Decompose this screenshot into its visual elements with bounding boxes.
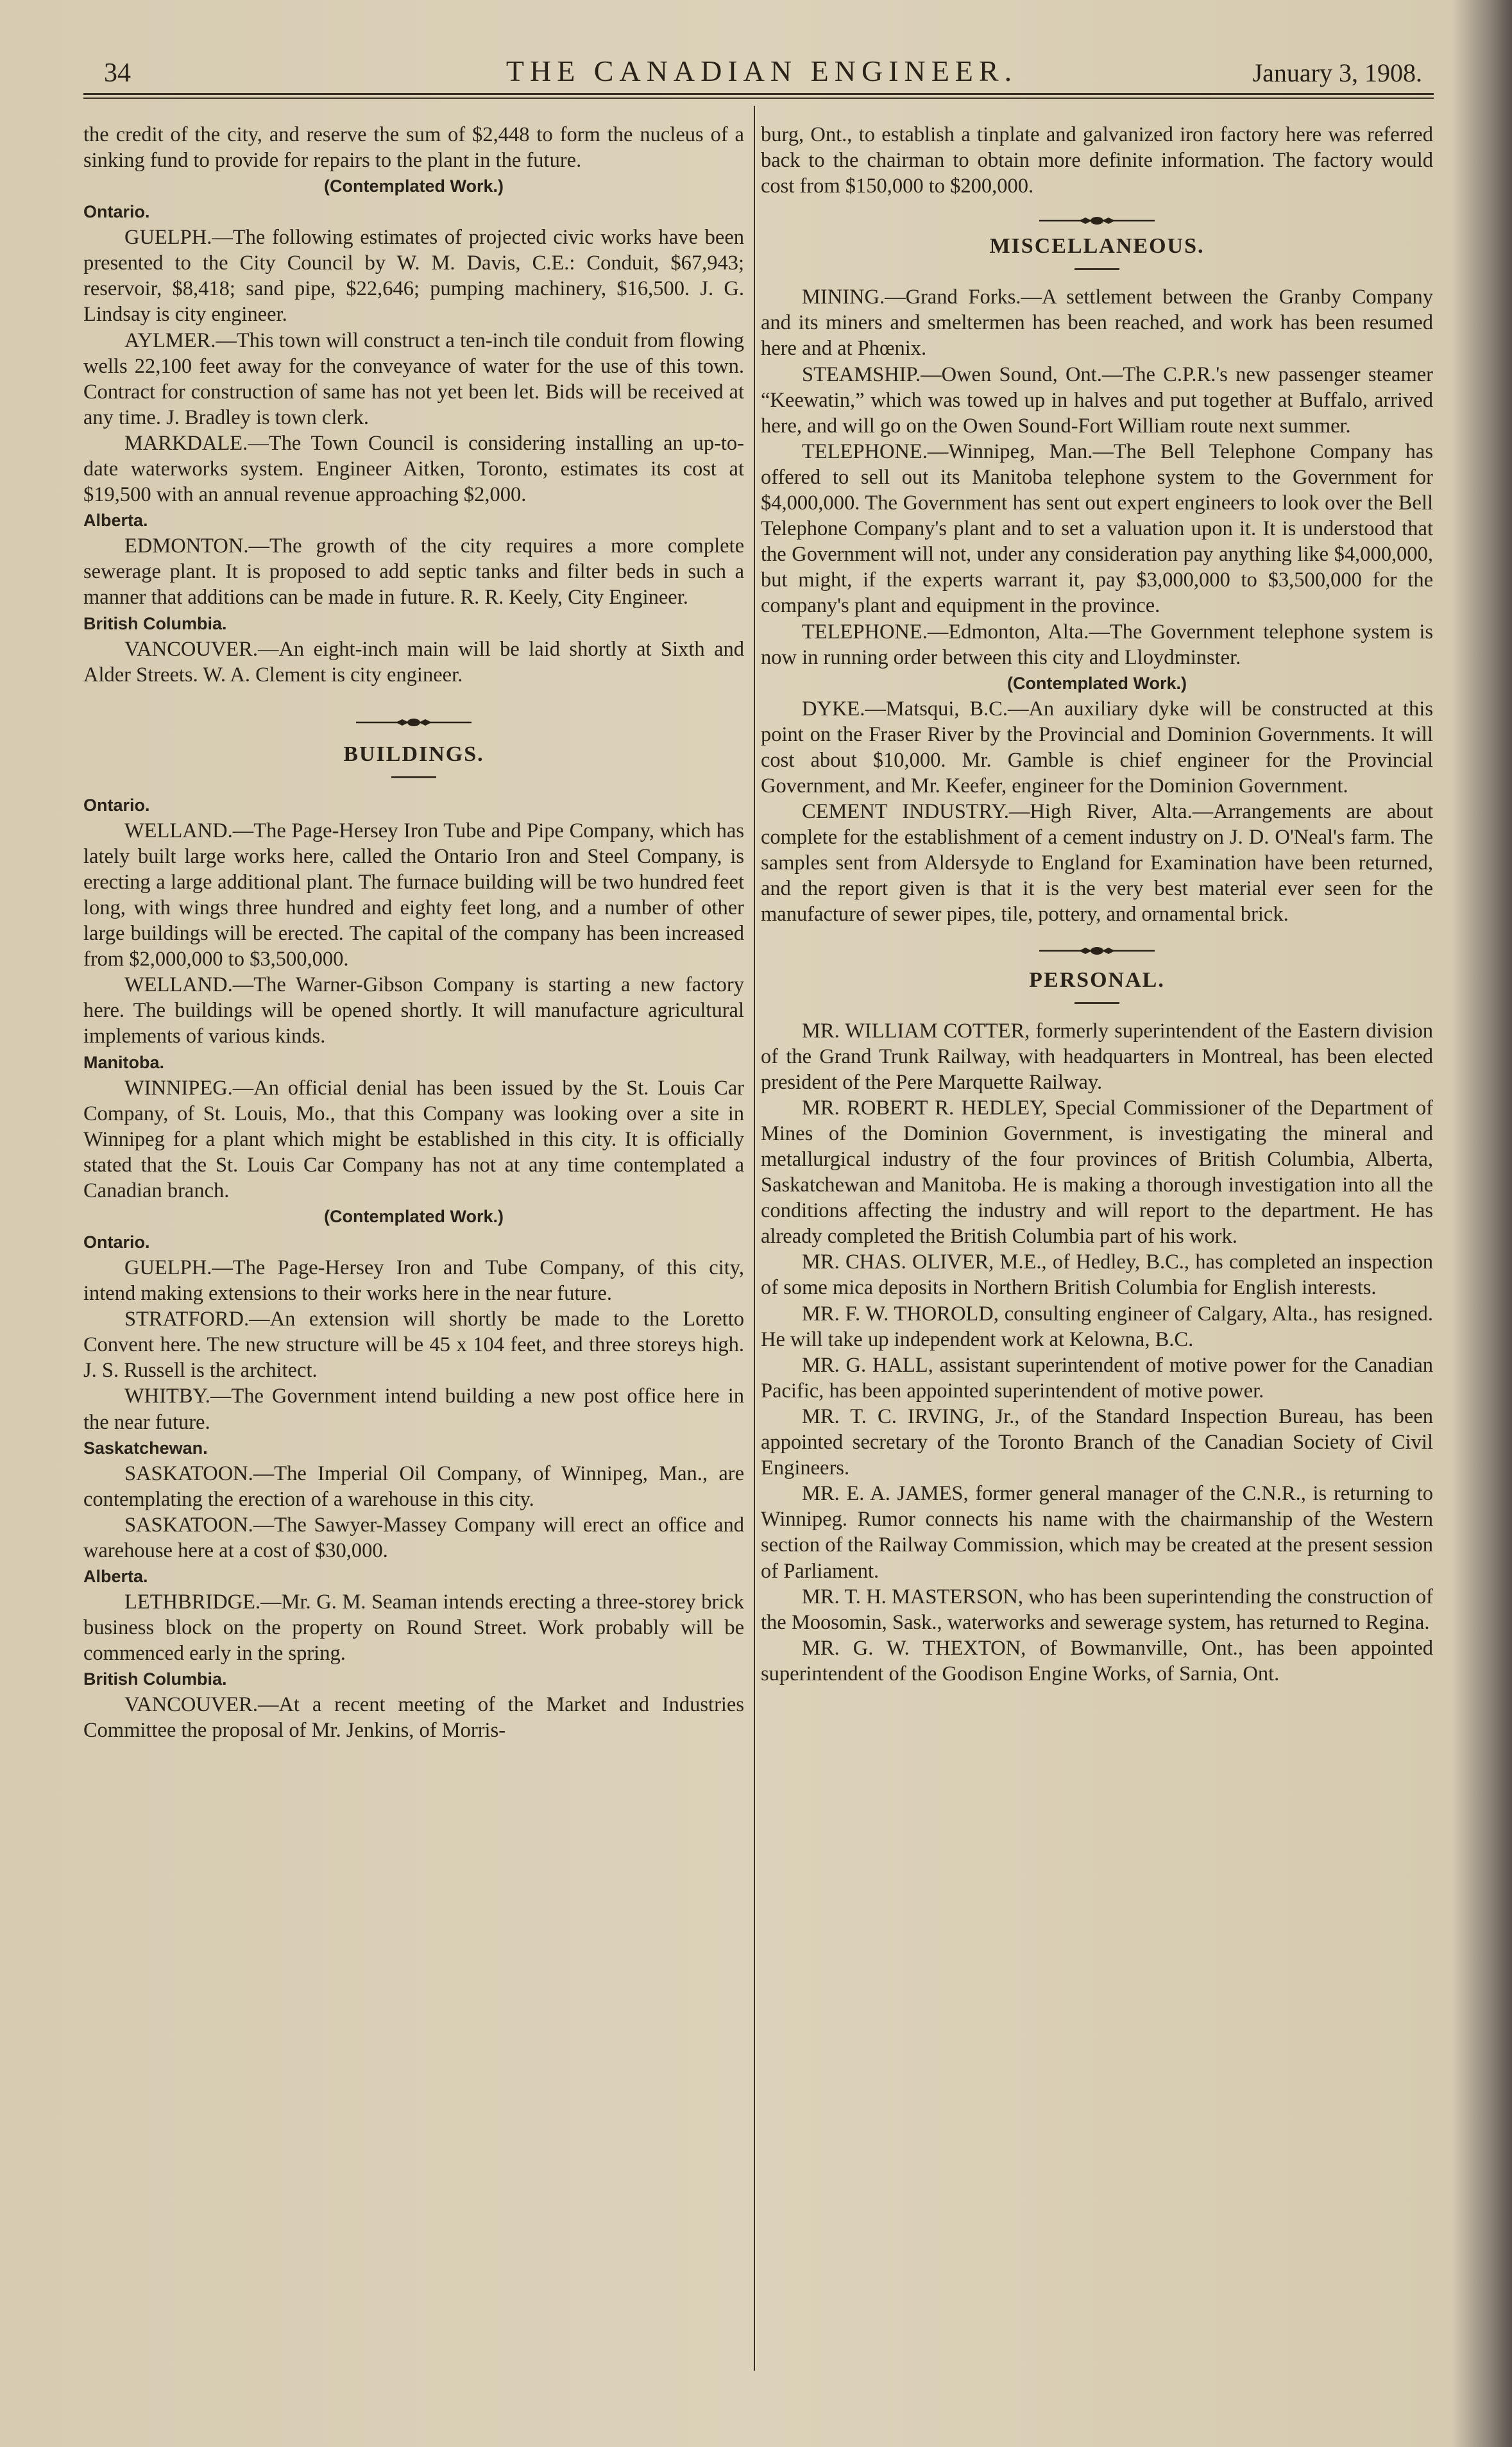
paragraph: MR. E. A. JAMES, former general manager of the C.N.R., is returning to Winnipeg. Rumor connects his name with the chairmanship of the Western section of the Railway Commission, which may be created at the present session of Parliament. [761, 1482, 1433, 1583]
paragraph: MR. ROBERT R. HEDLEY, Special Commissioner of the Department of Mines of the Dominion Government, is investigating the mineral and metallurgical industry of the four provinces of British Columbia, Alberta, Saskatchewan and Manitoba. He is making a thorough investigation into all the conditions affecting the industry and will report to the department. He has already completed the British Columbia part of his work. [761, 1096, 1433, 1249]
header-rule-thin [83, 98, 1434, 99]
paragraph: MR. WILLIAM COTTER, formerly superintendent of the Eastern division of the Grand Trunk Railway, with headquarters in Montreal, has been elected president of the Pere Marquette Railway. [761, 1019, 1433, 1094]
province-heading: Saskatchewan. [83, 1438, 208, 1458]
column-divider [754, 106, 755, 2371]
left-column [83, 122, 744, 1744]
ornament-rule-icon [1039, 944, 1155, 957]
short-rule [1075, 268, 1119, 270]
paragraph: EDMONTON.—The growth of the city requires a more complete sewerage plant. It is proposed to add septic tanks and filter beds in such a manner that additions can be made in future. R. R. Keely, City Engineer. [83, 534, 744, 610]
ornament-divider [83, 710, 744, 735]
paragraph: TELEPHONE.—Winnipeg, Man.—The Bell Telephone Company has offered to sell out its Manitoba telephone system to the Government for $4,000,000. The Government has sent out expert engineers to look over the Bell Telephone Company's plant and to set a valuation upon it. It is understood that the Government will not, under any consideration pay anything like $4,000,000, but might, if the experts warrant it, pay $3,000,000 to $3,500,000 for the company's plant and equipment in the province. [761, 439, 1433, 618]
ornament-divider [761, 938, 1433, 964]
paragraph: WELLAND.—The Page-Hersey Iron Tube and Pipe Company, which has lately built large works here, called the Ontario Iron and Steel Company, is erecting a large additional plant. The furnace building will be two hundred feet long, with wings three hundred and eighty feet long, and a number of other large buildings will be erected. The capital of the company has been increased from $2,000,000 to $3,500,000. [83, 819, 744, 971]
paragraph: WHITBY.—The Government intend building a new post office here in the near future. [83, 1385, 744, 1434]
section-heading-buildings: BUILDINGS. [343, 742, 484, 766]
province-heading: Manitoba. [83, 1052, 164, 1072]
paragraph: GUELPH.—The following estimates of projected civic works have been presented to the City Council by W. M. Davis, C.E.: Conduit, $67,943; reservoir, $8,418; sand pipe, $22,646; pumping machinery, $16,500. J. G. Lindsay is city engineer. [83, 226, 744, 327]
right-column [761, 122, 1433, 1687]
header-rule [83, 93, 1434, 95]
short-rule [1075, 1002, 1119, 1004]
province-heading: Ontario. [83, 795, 150, 815]
short-rule [391, 776, 436, 778]
paragraph: VANCOUVER.—At a recent meeting of the Market and Industries Committee the proposal of Mr. Jenkins, of Morris- [83, 1693, 744, 1743]
paragraph: WINNIPEG.—An official denial has been issued by the St. Louis Car Company, of St. Louis, Mo., that this Company was looking over a site in Winnipeg for a plant which might be established in this city. It is officially stated that the St. Louis Car Company has not at any time contemplated a Canadian branch. [83, 1076, 744, 1202]
paragraph: VANCOUVER.—An eight-inch main will be laid shortly at Sixth and Alder Streets. W. A. Clement is city engineer. [83, 637, 744, 686]
ornament-rule-icon [356, 716, 471, 729]
paragraph: MARKDALE.—The Town Council is considering installing an up-to-date waterworks system. Engineer Aitken, Toronto, estimates its cost at $19,500 with an annual revenue approaching $2,000. [83, 431, 744, 507]
subheading-contemplated: (Contemplated Work.) [1007, 673, 1187, 693]
paragraph: MR. T. C. IRVING, Jr., of the Standard Inspection Bureau, has been appointed secretary of the Toronto Branch of the Canadian Society of Civil Engineers. [761, 1404, 1433, 1480]
section-heading-miscellaneous: MISCELLANEOUS. [989, 234, 1205, 259]
section-heading-personal: PERSONAL. [1029, 968, 1165, 992]
page-number: 34 [104, 58, 131, 88]
paragraph: SASKATOON.—The Sawyer-Massey Company will erect an office and warehouse here at a cost of $30,000. [83, 1513, 744, 1562]
paragraph: MR. F. W. THOROLD, consulting engineer of Calgary, Alta., has resigned. He will take up independent work at Kelowna, B.C. [761, 1302, 1433, 1351]
paragraph: STRATFORD.—An extension will shortly be made to the Loretto Convent here. The new structure will be 45 x 104 feet, and three storeys high. J. S. Russell is the architect. [83, 1308, 744, 1383]
paragraph: burg, Ont., to establish a tinplate and galvanized iron factory here was referred back to the chairman to obtain more definite information. The factory would cost from $150,000 to $200,000. [761, 123, 1433, 198]
paragraph: GUELPH.—The Page-Hersey Iron and Tube Company, of this city, intend making extensions to their works here in the near future. [83, 1256, 744, 1306]
subheading-contemplated: (Contemplated Work.) [323, 1207, 504, 1226]
ornament-divider [761, 208, 1433, 234]
paragraph: WELLAND.—The Warner-Gibson Company is starting a new factory here. The buildings will be opened shortly. It will manufacture agricultural implements of various kinds. [83, 973, 744, 1048]
province-heading: Ontario. [83, 202, 150, 222]
subheading-contemplated: (Contemplated Work.) [323, 176, 504, 196]
paragraph: STEAMSHIP.—Owen Sound, Ont.—The C.P.R.'s new passenger steamer “Keewatin,” which was towed up in halves and put together at Buffalo, arrived here, and will go on the Owen Sound-Fort William route next summer. [761, 362, 1433, 438]
paragraph: TELEPHONE.—Edmonton, Alta.—The Government telephone system is now in running order between this city and Lloydminster. [761, 620, 1433, 669]
paragraph: the credit of the city, and reserve the sum of $2,448 to form the nucleus of a sinking fund to provide for repairs to the plant in the future. [83, 123, 744, 173]
paragraph: MINING.—Grand Forks.—A settlement between the Granby Company and its miners and smeltermen has been reached, and work has been resumed here and at Phœnix. [761, 286, 1433, 361]
province-heading: Ontario. [83, 1232, 150, 1252]
paragraph: LETHBRIDGE.—Mr. G. M. Seaman intends erecting a three-storey brick business block on the property on Round Street. Work probably will be commenced early in the spring. [83, 1590, 744, 1666]
paragraph: MR. CHAS. OLIVER, M.E., of Hedley, B.C., has completed an inspection of some mica deposits in Northern British Columbia for English interests. [761, 1250, 1433, 1300]
ornament-rule-icon [1039, 214, 1155, 227]
province-heading: Alberta. [83, 1567, 148, 1587]
paragraph: MR. G. W. THEXTON, of Bowmanville, Ont., has been appointed superintendent of the Goodison Engine Works, of Sarnia, Ont. [761, 1636, 1433, 1685]
page-header [90, 50, 1434, 92]
province-heading: British Columbia. [83, 1669, 227, 1689]
province-heading: Alberta. [83, 511, 148, 531]
paragraph: AYLMER.—This town will construct a ten-inch tile conduit from flowing wells 22,100 feet away for the conveyance of water for the use of this town. Contract for construction of same has not yet been let. Bids will be received at any time. J. Bradley is town clerk. [83, 328, 744, 429]
paragraph: SASKATOON.—The Imperial Oil Company, of Winnipeg, Man., are contemplating the erection of a warehouse in this city. [83, 1462, 744, 1511]
paragraph: DYKE.—Matsqui, B.C.—An auxiliary dyke will be constructed at this point on the Fraser River by the Provincial and Dominion Governments. It will cost about $10,000. Mr. Gamble is chief engineer for the Provincial Government, and Mr. Keefer, engineer for the Dominion Government. [761, 697, 1433, 797]
paragraph: MR. G. HALL, assistant superintendent of motive power for the Canadian Pacific, has been appointed superintendent of motive power. [761, 1353, 1433, 1403]
issue-date: January 3, 1908. [1252, 58, 1422, 87]
paragraph: MR. T. H. MASTERSON, who has been superintending the construction of the Moosomin, Sask., waterworks and sewerage system, has returned to Regina. [761, 1585, 1433, 1634]
journal-title: THE CANADIAN ENGINEER. [505, 55, 1018, 87]
province-heading: British Columbia. [83, 613, 227, 633]
paragraph: CEMENT INDUSTRY.—High River, Alta.—Arrangements are about complete for the establishment of a cement industry on J. D. O'Neal's farm. The samples sent from Aldersyde to England for Examination have been returned, and the report given is that it is the very best material ever seen for the manufacture of sewer pipes, tile, pottery, and ornamental brick. [761, 800, 1433, 926]
